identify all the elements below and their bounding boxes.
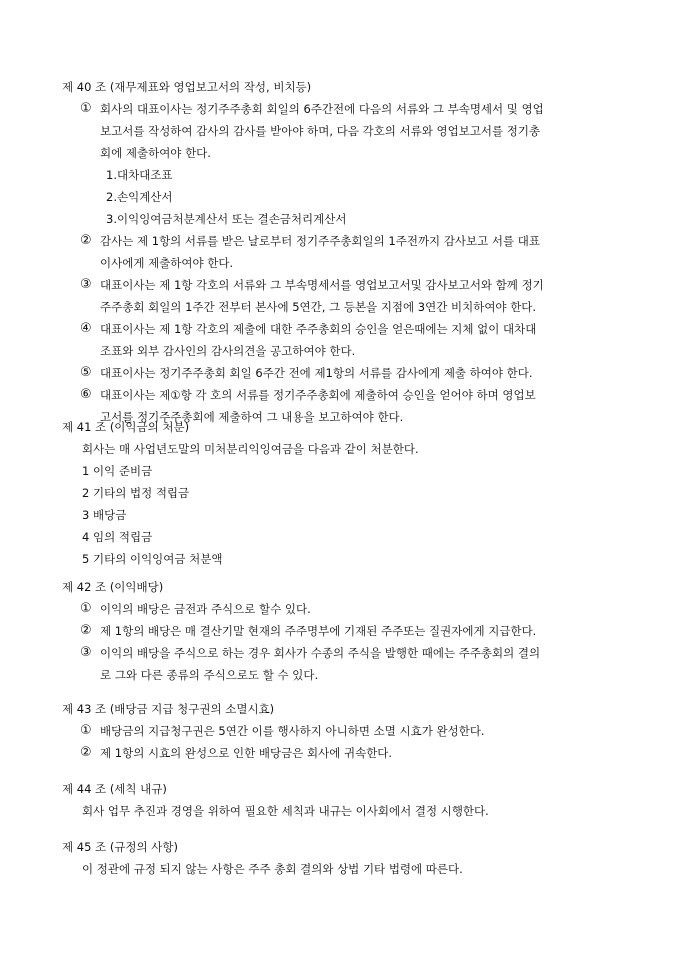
article-heading: 제 42 조 (이익배당) [62, 580, 164, 594]
clause-text-line: 대표이사는 제 1항 각호의 서류와 그 부속명세서를 영업보고서및 감사보고서와 함께 정기 [100, 278, 544, 292]
body-line: 이 정관에 규정 되지 않는 사항은 주주 총회 결의와 상법 기타 법령에 따른다. [82, 862, 463, 876]
clause-number: ③ [80, 645, 92, 660]
sub-item: 2.손익계산서 [106, 190, 173, 204]
article-43 [62, 698, 662, 764]
list-item: 5 기타의 이익잉여금 처분액 [82, 552, 223, 566]
clause-text-line: 이사에게 제출하여야 한다. [100, 256, 234, 270]
clause-1 [62, 720, 662, 742]
article-heading: 제 40 조 (재무제표와 영업보고서의 작성, 비치등) [62, 80, 312, 94]
clause-1 [62, 98, 662, 164]
list-item: 4 임의 적립금 [82, 530, 153, 544]
clause-number: ① [80, 601, 92, 616]
clause-text-line: 로 그와 다른 종류의 주식으로도 할 수 있다. [100, 668, 319, 682]
clause-2 [62, 620, 662, 642]
sub-list [62, 164, 662, 230]
article-44 [62, 778, 662, 822]
clause-text-line: 제 1항의 시효의 완성으로 인한 배당금은 회사에 귀속한다. [100, 746, 393, 760]
article-body [62, 800, 662, 822]
clause-1 [62, 598, 662, 620]
clause-number: ① [80, 101, 92, 116]
clause-number: ① [80, 723, 92, 738]
body-line: 회사는 매 사업년도말의 미처분리익잉여금을 다음과 같이 처분한다. [82, 442, 419, 456]
clause-text-line: 대표이사는 제①항 각 호의 서류를 정기주주총회에 제출하여 승인을 얻어야 하며 영업보 [100, 388, 536, 402]
clause-5 [62, 362, 662, 384]
clause-number: ② [80, 745, 92, 760]
clause-number: ④ [80, 321, 92, 336]
article-40 [62, 76, 662, 428]
list-item: 2 기타의 법정 적립금 [82, 486, 190, 500]
clause-3 [62, 642, 662, 686]
clause-text-line: 회사의 대표이사는 정기주주총회 회일의 6주간전에 다음의 서류와 그 부속명세서 및 영업 [100, 102, 544, 116]
article-heading: 제 43 조 (배당금 지급 청구권의 소멸시효) [62, 702, 275, 716]
article-body [62, 858, 662, 880]
clause-text-line: 회에 제출하여야 한다. [100, 146, 211, 160]
article-42 [62, 576, 662, 686]
clause-number: ② [80, 233, 92, 248]
clause-2 [62, 742, 662, 764]
clause-text-line: 고서를 정기주주총회에 제출하여 그 내용을 보고하여야 한다. [100, 410, 404, 424]
clause-text-line: 배당금의 지급청구권은 5연간 이를 행사하지 아니하면 소멸 시효가 완성한다. [100, 724, 485, 738]
clause-text-line: 대표이사는 정기주주총회 회일 6주간 전에 제1항의 서류를 감사에게 제출 하여야 한다. [100, 366, 533, 380]
clause-3 [62, 274, 662, 318]
clause-number: ③ [80, 277, 92, 292]
clause-text-line: 보고서를 작성하여 감사의 감사를 받아야 하며, 다음 각호의 서류와 영업보고서를 정기총 [100, 124, 541, 138]
body-line: 회사 업무 추진과 경영을 위하여 필요한 세칙과 내규는 이사회에서 결정 시행한다. [82, 804, 489, 818]
clause-text-line: 제 1항의 배당은 매 결산기말 현재의 주주명부에 기재된 주주또는 질권자에게 지급한다. [100, 624, 537, 638]
article-45 [62, 836, 662, 880]
clause-text-line: 대표이사는 제 1항 각호의 제출에 대한 주주총회의 승인을 얻은때에는 지체 없이 대차대 [100, 322, 537, 336]
clause-text-line: 이익의 배당을 주식으로 하는 경우 회사가 수종의 주식을 발행한 때에는 주주총회의 결의 [100, 646, 541, 660]
article-41 [62, 416, 662, 570]
list-item: 3 배당금 [82, 508, 127, 522]
article-heading: 제 44 조 (세칙 내규) [62, 782, 167, 796]
sub-item: 3.이익잉여금처분계산서 또는 결손금처리계산서 [106, 212, 347, 226]
clause-text-line: 조표와 외부 감사인의 감사의견을 공고하여야 한다. [100, 344, 356, 358]
clause-text-line: 주주총회 회일의 1주간 전부터 본사에 5연간, 그 등본을 지점에 3연간 비치하여야 한다. [100, 300, 537, 314]
clause-text-line: 감사는 제 1항의 서류를 받은 날로부터 정기주주총회일의 1주전까지 감사보고 서를 대표 [100, 234, 540, 248]
clause-4 [62, 318, 662, 362]
clause-number: ② [80, 623, 92, 638]
sub-item: 1.대차대조표 [106, 168, 173, 182]
clause-number: ⑤ [80, 365, 92, 380]
clause-2 [62, 230, 662, 274]
clause-number: ⑥ [80, 387, 92, 402]
list-item: 1 이익 준비금 [82, 464, 153, 478]
article-heading: 제 45 조 (규정의 사항) [62, 840, 178, 854]
article-body [62, 438, 662, 570]
clause-text-line: 이익의 배당은 금전과 주식으로 할수 있다. [100, 602, 311, 616]
article-heading: 제 41 조 (이익금의 처분) [62, 420, 190, 434]
